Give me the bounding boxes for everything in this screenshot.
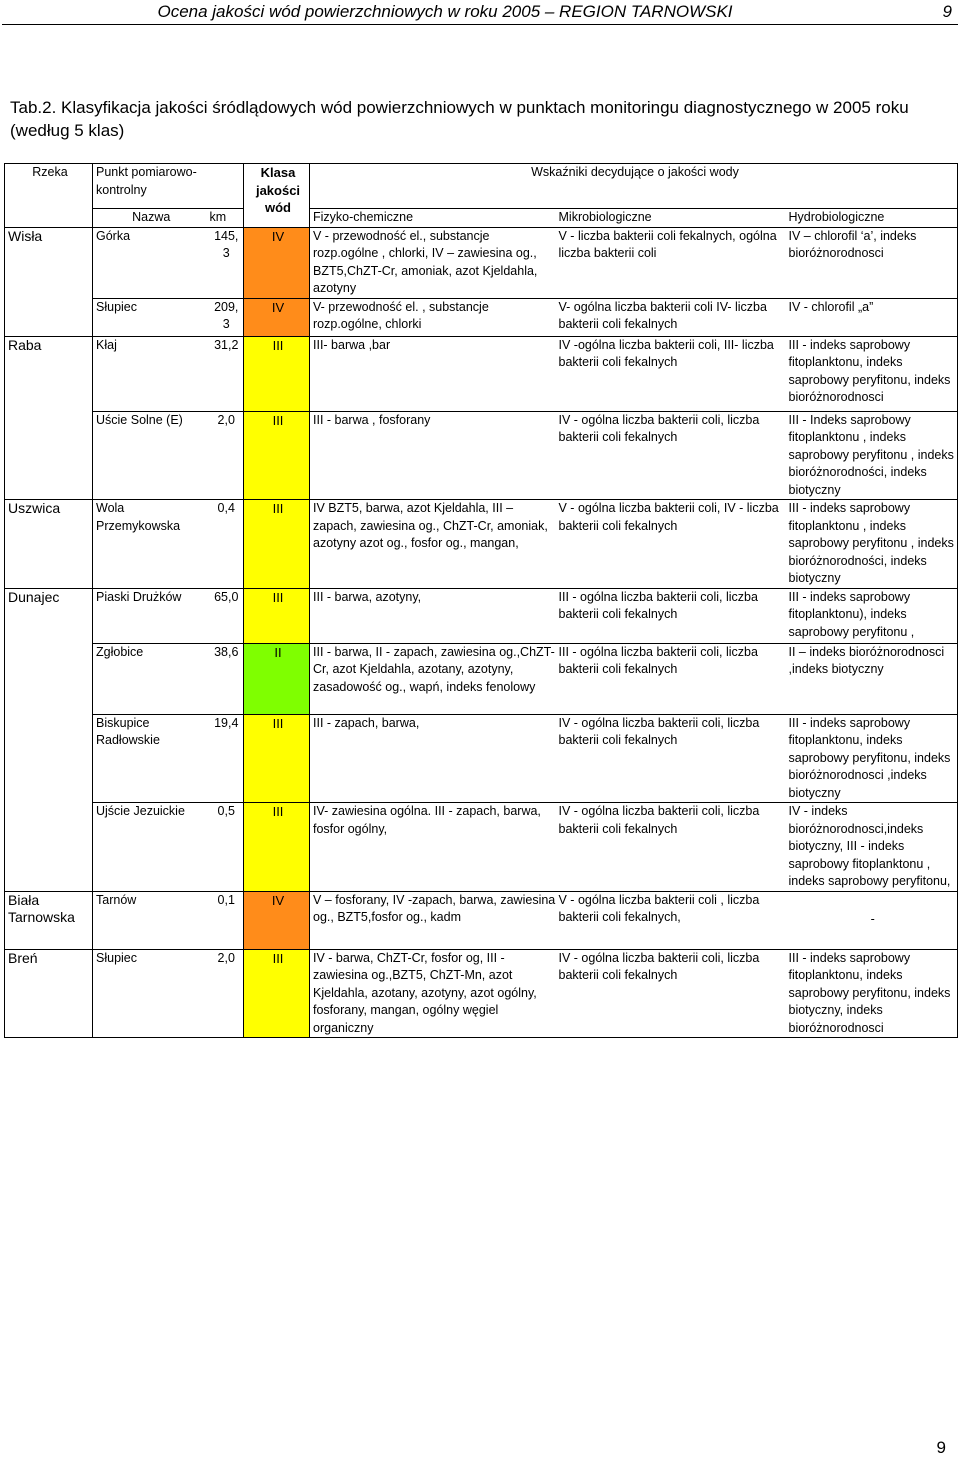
physchem-indicators: III - zapach, barwa, xyxy=(310,714,556,803)
river-name: Biała Tarnowska xyxy=(5,891,93,949)
physchem-indicators: III - barwa, azotyny, xyxy=(310,588,556,643)
col-header-mikro: Mikrobiologiczne xyxy=(556,209,786,228)
col-header-km: km xyxy=(207,209,244,228)
point-name: Piaski Drużków xyxy=(93,588,207,643)
water-class-badge: II xyxy=(244,643,310,714)
table-row xyxy=(5,336,958,411)
hydrobio-indicators: III - indeks saprobowy fitoplanktonu, indeks saprobowy peryfitonu, indeks biotyczny, indeks bioróżnorodnosci xyxy=(786,949,958,1038)
point-km: 209, 3 xyxy=(207,298,244,336)
river-name: Wisła xyxy=(5,227,93,336)
table-row xyxy=(5,949,958,1038)
col-header-fizyko: Fizyko-chemiczne xyxy=(310,209,556,228)
hydrobio-indicators: IV – chlorofil ‘a’, indeks bioróżnorodnosci xyxy=(786,227,958,298)
point-name: Górka xyxy=(93,227,207,298)
microbio-indicators: V - liczba bakterii coli fekalnych, ogólna liczba bakterii coli xyxy=(556,227,786,298)
hydrobio-indicators: IV - chlorofil „a” xyxy=(786,298,958,336)
hydrobio-indicators: II – indeks bioróżnorodnosci ,indeks biotyczny xyxy=(786,643,958,714)
hydrobio-indicators: IV - indeks bioróżnorodnosci,indeks biotyczny, III - indeks saprobowy fitoplanktonu , indeks saprobowy peryfitonu, xyxy=(786,803,958,892)
point-km: 2,0 xyxy=(207,411,244,500)
microbio-indicators: IV -ogólna liczba bakterii coli, III- liczba bakterii coli fekalnych xyxy=(556,336,786,411)
point-km: 0,1 xyxy=(207,891,244,949)
microbio-indicators: V - ogólna liczba bakterii coli , liczba bakterii coli fekalnych, xyxy=(556,891,786,949)
water-class-badge: IV xyxy=(244,227,310,298)
point-km: 19,4 xyxy=(207,714,244,803)
hydrobio-indicators: III - indeks saprobowy fitoplanktonu, indeks saprobowy peryfitonu, indeks bioróżnorodnosci ,indeks biotyczny xyxy=(786,714,958,803)
col-header-klasa: Klasa jakości wód xyxy=(244,164,310,228)
river-name: Breń xyxy=(5,949,93,1038)
physchem-indicators: IV - barwa, ChZT-Cr, fosfor og, III - zawiesina og.,BZT5, ChZT-Mn, azot Kjeldahla, azotany, azotyny, azot ogólny, fosforany, mangan, ogólny węgiel organiczny xyxy=(310,949,556,1038)
point-km: 65,0 xyxy=(207,588,244,643)
point-name: Uście Solne (E) xyxy=(93,411,207,500)
hydrobio-indicators: III - indeks saprobowy fitoplanktonu, indeks saprobowy peryfitonu, indeks bioróżnorodnosci xyxy=(786,336,958,411)
table-row xyxy=(5,588,958,643)
table-row xyxy=(5,500,958,589)
point-name: Wola Przemykowska xyxy=(93,500,207,589)
physchem-indicators: IV- zawiesina ogólna. III - zapach, barwa, fosfor ogólny, xyxy=(310,803,556,892)
table-caption: Tab.2. Klasyfikacja jakości śródlądowych wód powierzchniowych w punktach monitoringu diagnostycznego w 2005 roku (według 5 klas) xyxy=(10,98,909,140)
header-rule xyxy=(2,24,958,25)
microbio-indicators: V- ogólna liczba bakterii coli IV- liczba bakterii coli fekalnych xyxy=(556,298,786,336)
water-class-badge: IV xyxy=(244,891,310,949)
water-class-badge: III xyxy=(244,803,310,892)
river-name: Dunajec xyxy=(5,588,93,891)
physchem-indicators: V – fosforany, IV -zapach, barwa, zawiesina og., BZT5,fosfor og., kadm xyxy=(310,891,556,949)
table-row xyxy=(5,227,958,298)
hydrobio-indicators: III - indeks saprobowy fitoplanktonu), indeks saprobowy peryfitonu , xyxy=(786,588,958,643)
microbio-indicators: IV - ogólna liczba bakterii coli, liczba bakterii coli fekalnych xyxy=(556,714,786,803)
point-name: Słupiec xyxy=(93,949,207,1038)
header-row-1 xyxy=(5,164,958,209)
water-class-badge: III xyxy=(244,336,310,411)
header-row-2 xyxy=(5,209,958,228)
physchem-indicators: III- barwa ,bar xyxy=(310,336,556,411)
point-name: Tarnów xyxy=(93,891,207,949)
col-header-punkt: Punkt pomiarowo-kontrolny xyxy=(93,164,244,209)
microbio-indicators: IV - ogólna liczba bakterii coli, liczba bakterii coli fekalnych xyxy=(556,411,786,500)
river-name: Uszwica xyxy=(5,500,93,589)
physchem-indicators: V- przewodność el. , substancje rozp.ogólne, chlorki xyxy=(310,298,556,336)
table-row xyxy=(5,298,958,336)
point-name: Ujście Jezuickie xyxy=(93,803,207,892)
table-row xyxy=(5,714,958,803)
hydrobio-indicators: III - Indeks saprobowy fitoplanktonu , indeks saprobowy peryfitonu , indeks bioróżnorodności, indeks biotyczny xyxy=(786,411,958,500)
microbio-indicators: III - ogólna liczba bakterii coli, liczba bakterii coli fekalnych xyxy=(556,643,786,714)
col-header-rzeka: Rzeka xyxy=(5,164,93,228)
table-row xyxy=(5,411,958,500)
header-page-number: 9 xyxy=(942,2,952,21)
physchem-indicators: V - przewodność el., substancje rozp.ogólne , chlorki, IV – zawiesina og., BZT5,ChZT-Cr, amoniak, azot Kjeldahla, azotyny xyxy=(310,227,556,298)
hydrobio-indicators: - xyxy=(786,891,958,949)
microbio-indicators: IV - ogólna liczba bakterii coli, liczba bakterii coli fekalnych xyxy=(556,803,786,892)
water-class-badge: III xyxy=(244,714,310,803)
microbio-indicators: V - ogólna liczba bakterii coli, IV - liczba bakterii coli fekalnych xyxy=(556,500,786,589)
river-name: Raba xyxy=(5,336,93,500)
col-header-hydro: Hydrobiologiczne xyxy=(786,209,958,228)
table-row xyxy=(5,803,958,892)
water-class-badge: III xyxy=(244,588,310,643)
col-header-nazwa: Nazwa xyxy=(93,209,207,228)
physchem-indicators: IV BZT5, barwa, azot Kjeldahla, III – zapach, zawiesina og., ChZT-Cr, amoniak, azotyny azot og., fosfor og., mangan, xyxy=(310,500,556,589)
point-name: Zgłobice xyxy=(93,643,207,714)
point-km: 31,2 xyxy=(207,336,244,411)
physchem-indicators: III - barwa , fosforany xyxy=(310,411,556,500)
water-class-badge: III xyxy=(244,411,310,500)
microbio-indicators: III - ogólna liczba bakterii coli, liczba bakterii coli fekalnych xyxy=(556,588,786,643)
point-km: 0,4 xyxy=(207,500,244,589)
point-km: 38,6 xyxy=(207,643,244,714)
point-km: 0,5 xyxy=(207,803,244,892)
water-class-badge: IV xyxy=(244,298,310,336)
classification-table xyxy=(4,163,958,1038)
page-header xyxy=(0,0,960,28)
point-name: Biskupice Radłowskie xyxy=(93,714,207,803)
point-km: 2,0 xyxy=(207,949,244,1038)
water-class-badge: III xyxy=(244,949,310,1038)
point-name: Słupiec xyxy=(93,298,207,336)
col-header-wskazniki: Wskaźniki decydujące o jakości wody xyxy=(310,164,958,209)
point-name: Kłaj xyxy=(93,336,207,411)
physchem-indicators: III - barwa, II - zapach, zawiesina og.,ChZT-Cr, azot Kjeldahla, azotany, azotyny, zasadowość og., wapń, indeks fenolowy xyxy=(310,643,556,714)
hydrobio-indicators: III - indeks saprobowy fitoplanktonu , indeks saprobowy peryfitonu , indeks bioróżnorodności, indeks biotyczny xyxy=(786,500,958,589)
point-km: 145, 3 xyxy=(207,227,244,298)
water-class-badge: III xyxy=(244,500,310,589)
table-row xyxy=(5,643,958,714)
microbio-indicators: IV - ogólna liczba bakterii coli, liczba bakterii coli fekalnych xyxy=(556,949,786,1038)
footer-page-number: 9 xyxy=(936,1438,946,1457)
header-title: Ocena jakości wód powierzchniowych w roku 2005 – REGION TARNOWSKI xyxy=(157,2,733,21)
table-row xyxy=(5,891,958,949)
